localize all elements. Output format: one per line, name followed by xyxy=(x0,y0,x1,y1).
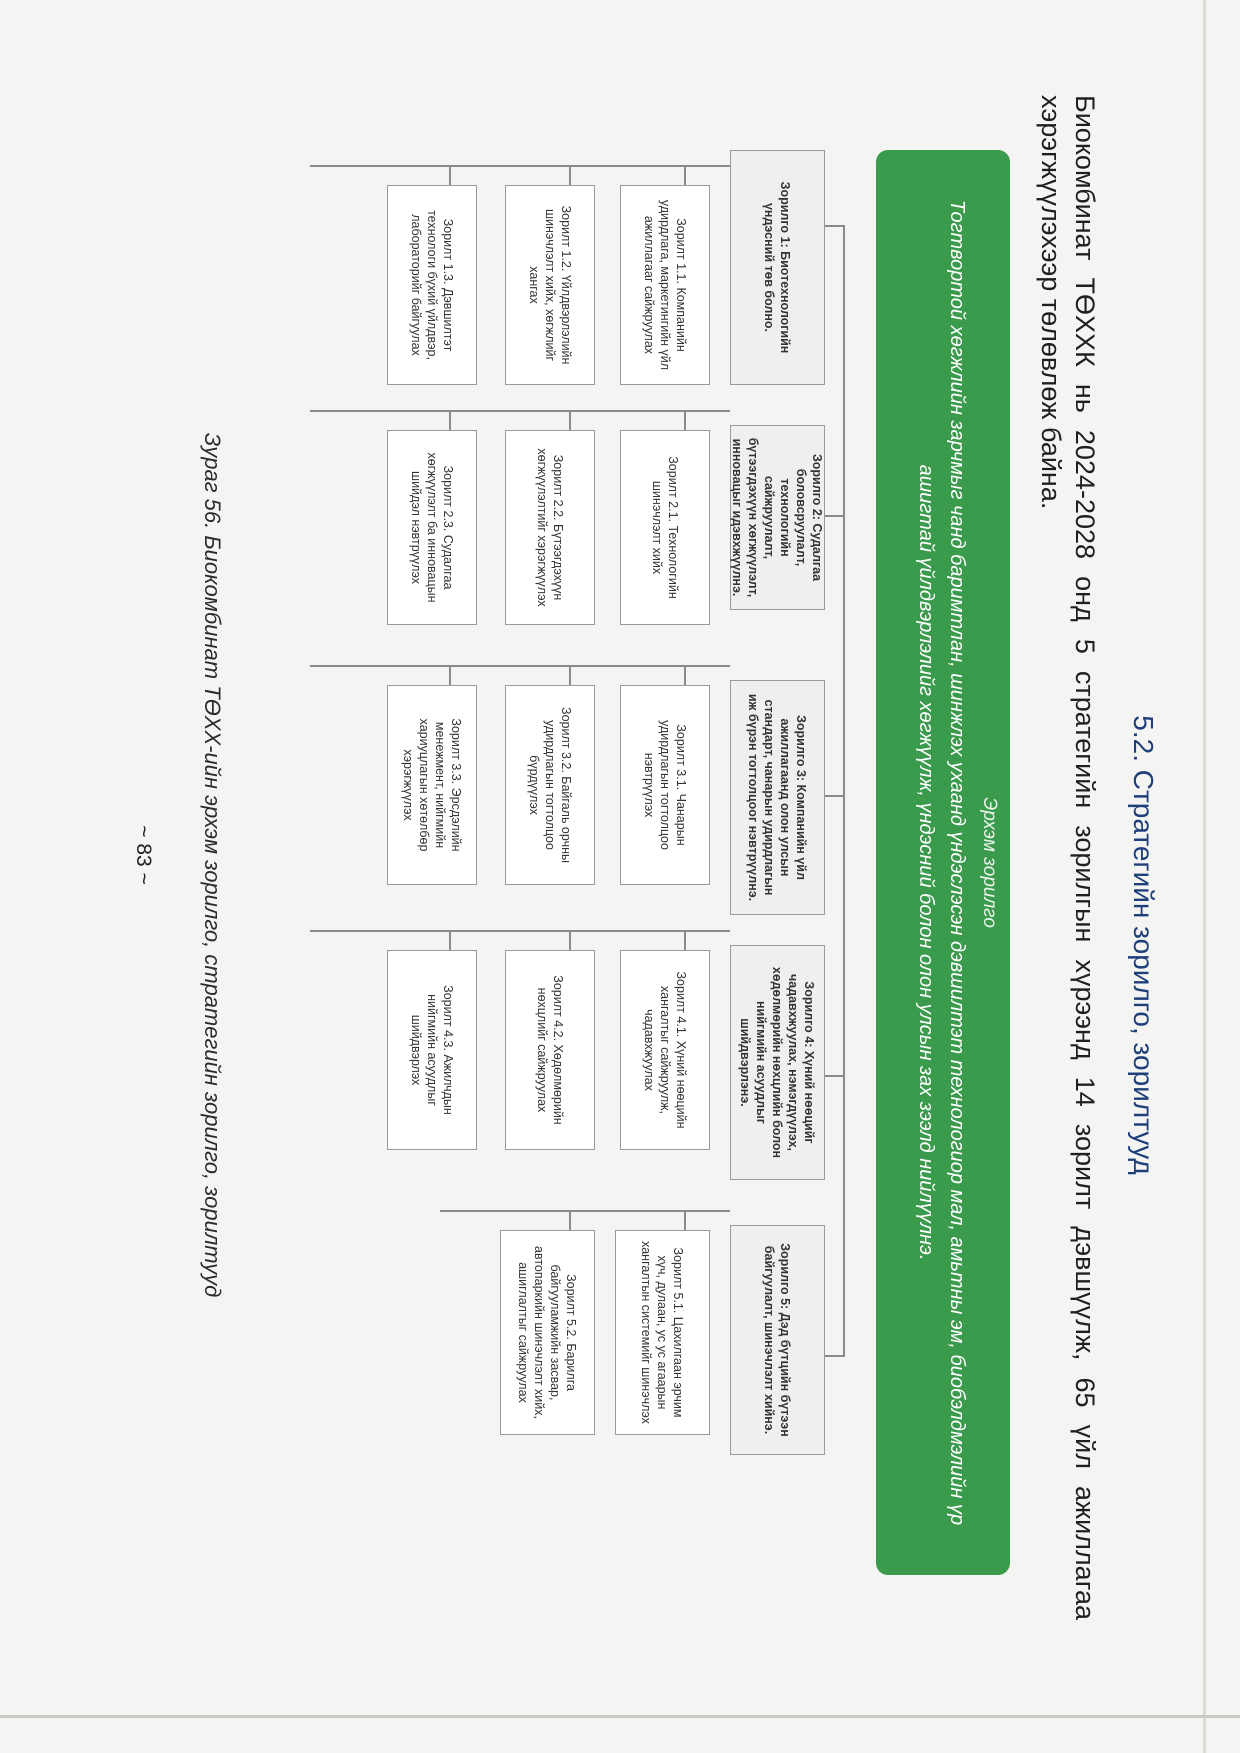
connector-line xyxy=(449,165,451,185)
connector-line xyxy=(569,930,571,950)
connector-line xyxy=(684,165,686,185)
objective-box: Зорилт 3.3. Эрсдэлийн менежмент, нийгмийн хариуцлагын хөтөлбөр хэрэгжүүлэх xyxy=(387,685,477,885)
rotated-content xyxy=(132,95,1160,1645)
objective-box: Зорилт 2.3. Судалгаа хөгжүүлэлт ба инновацын шийдэл нэвтрүүлэх xyxy=(387,430,477,625)
connector-line xyxy=(569,665,571,685)
connector-line xyxy=(684,930,686,950)
connector-line xyxy=(825,1355,845,1357)
objective-box: Зорилт 4.3. Ажилчдын нийгмийн асуудлыг шийдвэрлэх xyxy=(387,950,477,1150)
objective-box: Зорилт 3.2. Байгаль орчны удирдлагын тогтолцоо бүрдүүлэх xyxy=(505,685,595,885)
objective-box: Зорилт 3.1. Чанарын удирдлагын тогтолцоо нэвтрүүлэх xyxy=(620,685,710,885)
objective-box: Зорилт 5.2. Барилга байгууламжийн засвар, автопаркийн шинэчлэлт хийх, ашиглалтыг сайжруулах xyxy=(500,1230,595,1435)
objective-box: Зорилт 4.2. Хөдөлмөрийн нөхцлийг сайжруулах xyxy=(505,950,595,1150)
mission-banner xyxy=(876,150,1010,1575)
connector-line xyxy=(310,410,730,412)
mission-text: Тогтвортой хөгжлийн зарчмыг чанд баримтлан, шинжлэх ухаанд үндэслэсэн дэвшилтэт технологиор мал, амьтны эм, биобэлдмэлийн үр ашигтай үйлдвэрлэлийг хөгжүүлж, үндэсний болон олон улсын зах зээлд нийлүүлнэ. xyxy=(915,199,968,1526)
goal-box: Зорилго 3: Компанийн үйл ажиллагаанд олон улсын стандарт, чанарын удирдлагын иж бүрэн тогтолцоог нэвтрүүлнэ. xyxy=(730,680,825,915)
connector-line xyxy=(310,165,730,167)
connector-line xyxy=(684,1210,686,1230)
page-edge-line xyxy=(1203,0,1206,1753)
connector-line xyxy=(310,665,730,667)
connector-line xyxy=(843,225,845,1355)
connector-line xyxy=(569,165,571,185)
connector-line xyxy=(825,795,845,797)
objective-box: Зорилт 2.1. Технологийн шинэчлэлт хийх xyxy=(620,430,710,625)
page-number: ~ 83 ~ xyxy=(132,825,155,885)
page-edge-line xyxy=(0,1715,1240,1718)
connector-line xyxy=(825,225,845,227)
connector-line xyxy=(684,665,686,685)
connector-line xyxy=(449,665,451,685)
connector-line xyxy=(569,1210,571,1230)
figure-caption: Зураг 56. Биокомбинат ТӨХХ-ийн эрхэм зорилго, стратегийн зорилго, зорилтууд xyxy=(200,432,225,1298)
intro-paragraph: Биокомбинат ТӨХХК нь 2024-2028 онд 5 стратегийн зорилгын хүрээнд 14 зорилт дэвшүүлж, 65 үйл ажиллагаа хэрэгжүүлэхээр төлөвлөж байна. xyxy=(1036,95,1100,1620)
connector-line xyxy=(449,410,451,430)
section-title: 5.2. Стратегийн зорилго, зорилтууд xyxy=(1128,715,1159,1175)
goal-box: Зорилго 1: Биотехнологийн үндэсний төв болно. xyxy=(730,150,825,385)
connector-line xyxy=(449,930,451,950)
mission-title: Эрхэм зорилго xyxy=(979,797,1000,928)
connector-line xyxy=(825,515,845,517)
objective-box: Зорилт 1.2. Үйлдвэрлэлийн шинэчлэлт хийх, хөгжлийг хангах xyxy=(505,185,595,385)
objective-box: Зорилт 4.1. Хүний нөөцийн хангалтыг сайжруулж, чадавхжуулах xyxy=(620,950,710,1150)
objective-box: Зорилт 5.1. Цахилгаан эрчим хүч, дулаан, ус ус агаарын хангалтын системийг шинэчлэх xyxy=(615,1230,710,1435)
objective-box: Зорилт 1.3. Дэвшилтэт технологи бүхий үйлдвэр, лабораторийг байгуулах xyxy=(387,185,477,385)
objective-box: Зорилт 2.2. Бүтээгдэхүүн хөгжүүлэлтийг хэрэгжүүлэх xyxy=(505,430,595,625)
goal-box: Зорилго 2: Судалгаа боловсруулалт, технологийн сайжруулалт, бүтээгдэхүүн хөгжүүлэлт, инновацыг идэвхжүүлнэ. xyxy=(730,425,825,610)
connector-line xyxy=(825,1075,845,1077)
goal-box: Зорилго 5: Дэд бүтцийн бүтээн байгуулалт, шинэчлэлт хийнэ. xyxy=(730,1225,825,1455)
goal-box: Зорилго 4: Хүний нөөцийг чадавхжуулах, нэмэгдүүлэх, хөдөлмөрийн нөхцлийн болон нийгмийн асуудлыг шийдвэрлэнэ. xyxy=(730,945,825,1180)
connector-line xyxy=(440,1210,730,1212)
objective-box: Зорилт 1.1. Компанийн удирдлага, маркетингийн үйл ажиллагааг сайжруулах xyxy=(620,185,710,385)
connector-line xyxy=(569,410,571,430)
connector-line xyxy=(684,410,686,430)
connector-line xyxy=(310,930,730,932)
